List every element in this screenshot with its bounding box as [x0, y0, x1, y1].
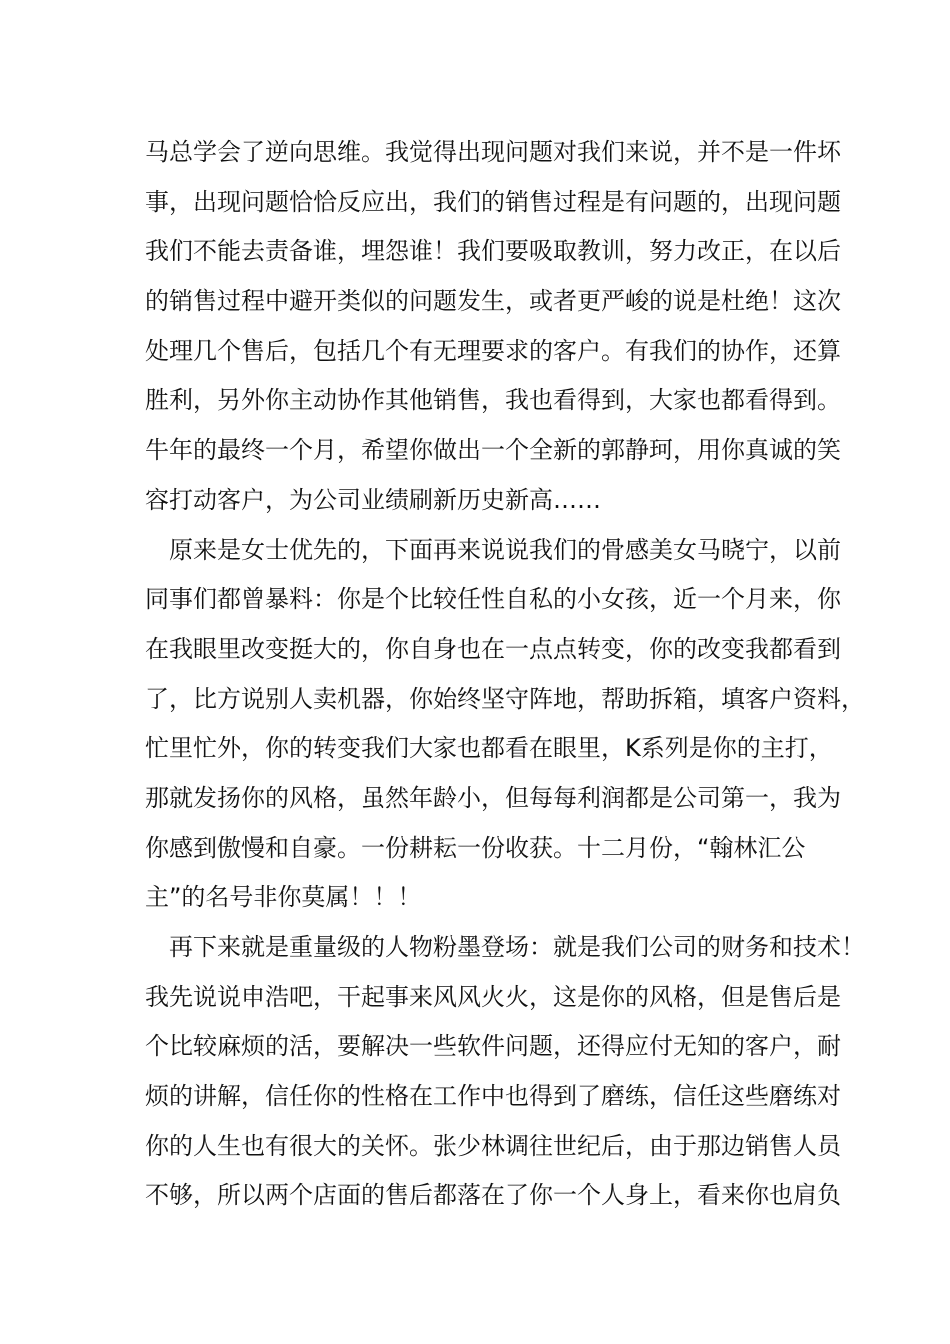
document-body: [145, 128, 865, 1221]
text-line: 同事们都曾暴料：你是个比较任性自私的小女孩，近一个月来，你: [145, 585, 841, 614]
text-line: 你的人生也有很大的关怀。张少林调往世纪后，由于那边销售人员: [145, 1131, 841, 1160]
text-line: 个比较麻烦的活，要解决一些软件问题，还得应付无知的客户，耐: [145, 1032, 841, 1061]
text-line: 主”的名号非你莫属！！！: [145, 883, 422, 912]
text-line: 我先说说申浩吧，干起事来风风火火，这是你的风格，但是售后是: [145, 982, 841, 1011]
text-line: 在我眼里改变挺大的，你自身也在一点点转变，你的改变我都看到: [145, 634, 841, 663]
paragraph-first-line: 原来是女士优先的，下面再来说说我们的骨感美女马晓宁，以前: [169, 535, 841, 564]
text-line: 烦的讲解，信任你的性格在工作中也得到了磨练，信任这些磨练对: [145, 1082, 841, 1111]
text-line: 你感到傲慢和自豪。一份耕耘一份收获。十二月份，“翰林汇公: [145, 833, 806, 862]
text-line: 胜利，另外你主动协作其他销售，我也看得到，大家也都看得到。: [145, 386, 841, 415]
text-line: 那就发扬你的风格，虽然年龄小，但每每利润都是公司第一，我为: [145, 783, 841, 812]
text-line: 忙里忙外，你的转变我们大家也都看在眼里，K系列是你的主打，: [145, 734, 833, 763]
text-line: 了，比方说别人卖机器，你始终坚守阵地，帮助拆箱，填客户资料，: [145, 684, 865, 713]
text-line: 处理几个售后，包括几个有无理要求的客户。有我们的协作，还算: [145, 336, 841, 365]
text-line: 我们不能去责备谁，埋怨谁！我们要吸取教训，努力改正，在以后: [145, 237, 841, 266]
text-line: 事，出现问题恰恰反应出，我们的销售过程是有问题的，出现问题: [145, 187, 841, 216]
text-line: 不够，所以两个店面的售后都落在了你一个人身上，看来你也肩负: [145, 1181, 841, 1210]
text-line: 马总学会了逆向思维。我觉得出现问题对我们来说，并不是一件坏: [145, 138, 841, 166]
text-line: 牛年的最终一个月，希望你做出一个全新的郭静珂，用你真诚的笑: [145, 436, 841, 465]
text-line: 的销售过程中避开类似的问题发生，或者更严峻的说是杜绝！这次: [145, 287, 841, 316]
paragraph-first-line: 再下来就是重量级的人物粉墨登场：就是我们公司的财务和技术！: [169, 933, 865, 961]
text-line: 容打动客户，为公司业绩刷新历史新高……: [145, 485, 601, 514]
